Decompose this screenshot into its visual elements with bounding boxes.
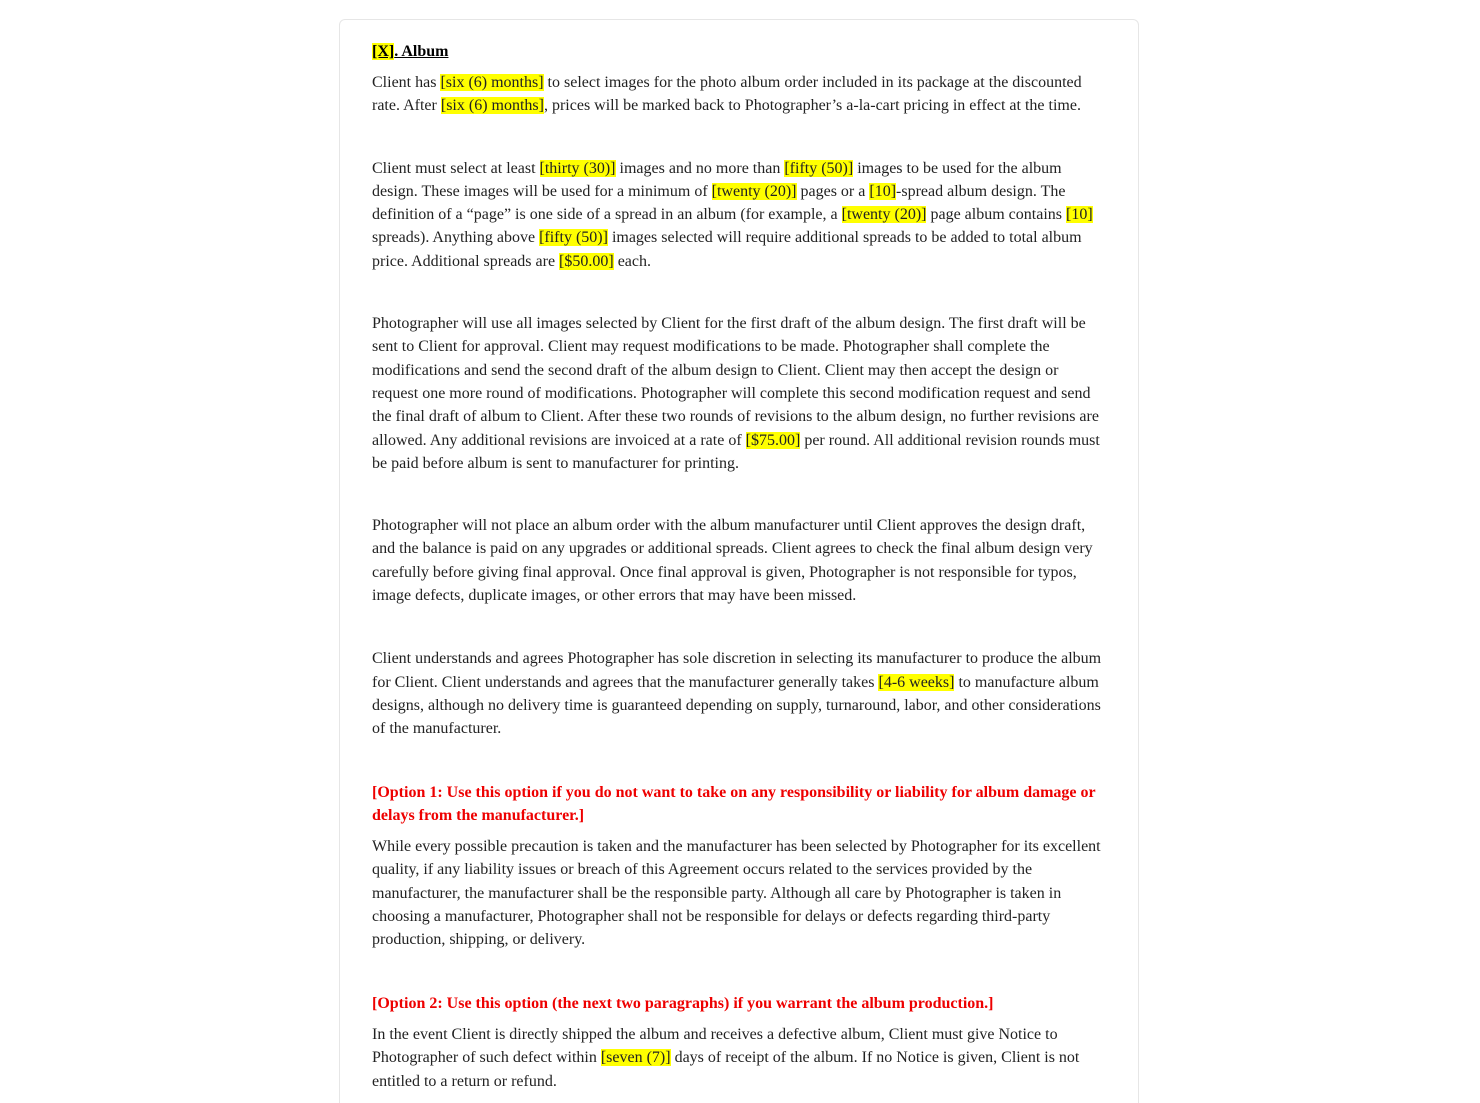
placeholder-image-threshold: [fifty (50)] bbox=[539, 229, 608, 247]
option-1-paragraph: While every possible precaution is taken and the manufacturer has been selected by Photographer for its excellent quality, if any liability issues or breach of this Agreement occurs related to the services provided by the manufacturer, the manufacturer shall be the responsible party. Although all care by Photographer is taken in choosing a manufacturer, Photographer shall not be responsible for delays or defects regarding third-party production, shipping, or delivery. bbox=[372, 838, 1101, 949]
option-2-label: [Option 2: Use this option (the next two paragraphs) if you warrant the album production.] bbox=[372, 994, 994, 1012]
text: Photographer will use all images selected by Client for the first draft of the album design. The first draft will be sent to Client for approval. Client may request modifications to be made. Photographer shall complete the modifications and send the second draft of the album design to Client. Client may then accept the design or request one more round of modifications. Photographer will complete this second modification request and send the final draft of album to Client. After these two rounds of revisions to the album design, no further revisions are allowed. Any additional revisions are invoiced at a rate of bbox=[372, 315, 1099, 449]
placeholder-min-images: [thirty (30)] bbox=[539, 159, 616, 177]
document-card bbox=[339, 19, 1139, 1103]
text: Photographer will not place an album order with the album manufacturer until Client approves the design draft, and the balance is paid on any upgrades or additional spreads. Client agrees to check the final album design very carefully before giving final approval. Once final approval is given, Photographer is not responsible for typos, image defects, duplicate images, or other errors that may have been missed. bbox=[372, 517, 1093, 605]
text: Client must select at least bbox=[372, 159, 540, 177]
section-heading bbox=[372, 40, 1106, 63]
placeholder-selection-period: [six (6) months] bbox=[440, 74, 544, 91]
text: each. bbox=[613, 252, 652, 270]
paragraph-selection-period bbox=[372, 71, 1106, 118]
paragraph-revisions bbox=[372, 312, 1106, 475]
placeholder-manufacture-time: [4-6 weeks] bbox=[878, 673, 955, 691]
text: images to be used for the album design. These images will be used for a minimum of bbox=[372, 159, 1062, 200]
text: Client understands and agrees Photographer has sole discretion in selecting its manufacturer to produce the album for Client. Client understands and agrees that the manufacturer generally takes bbox=[372, 650, 1102, 691]
text: images and no more than bbox=[615, 159, 785, 177]
placeholder-example-pages: [twenty (20)] bbox=[841, 206, 927, 224]
section-title: . Album bbox=[394, 43, 449, 60]
text: to select images for the photo album order included in its package at the discounted rate. After bbox=[372, 74, 1082, 115]
text: In the event Client is directly shipped the album and receives a defective album, Client must give Notice to Photographer of such defect within bbox=[372, 1025, 1058, 1067]
paragraph-manufacturer bbox=[372, 647, 1106, 740]
text: days of receipt of the album. If no Notice is given, Client is not entitled to a return or refund. bbox=[372, 1049, 1080, 1090]
text: , prices will be marked back to Photographer’s a-la-cart pricing in effect at the time. bbox=[543, 97, 1081, 115]
placeholder-selection-period-2: [six (6) months] bbox=[440, 97, 544, 115]
text: Client has bbox=[372, 74, 441, 91]
placeholder-max-images: [fifty (50)] bbox=[784, 159, 854, 177]
text: images selected will require additional spreads to be added to total album price. Additional spreads are bbox=[372, 229, 1082, 270]
text: page album contains bbox=[926, 206, 1066, 224]
text: -spread album design. The definition of a “page” is one side of a spread in an album (for example, a bbox=[372, 182, 1066, 224]
placeholder-spread-price: [$50.00] bbox=[559, 252, 614, 270]
placeholder-revision-rate: [$75.00] bbox=[745, 431, 801, 449]
section-number-placeholder: [X] bbox=[372, 43, 395, 60]
placeholder-example-spreads: [10] bbox=[1065, 206, 1093, 224]
text: to manufacture album designs, although no delivery time is guaranteed depending on supply, turnaround, labor, and other considerations of the manufacturer. bbox=[372, 673, 1101, 738]
text: pages or a bbox=[796, 182, 870, 200]
paragraph-approval bbox=[372, 514, 1106, 607]
text: spreads). Anything above bbox=[372, 229, 540, 247]
option-2-paragraph bbox=[372, 1023, 1106, 1093]
option-1-label: [Option 1: Use this option if you do not want to take on any responsibility or liability for album damage or delays from the manufacturer.] bbox=[372, 783, 1096, 824]
placeholder-spreads: [10] bbox=[869, 182, 897, 200]
paragraph-image-count bbox=[372, 157, 1106, 273]
placeholder-notice-period: [seven (7)] bbox=[600, 1049, 671, 1067]
text: per round. All additional revision rounds must be paid before album is sent to manufacturer for printing. bbox=[372, 431, 1100, 472]
placeholder-min-pages: [twenty (20)] bbox=[711, 182, 797, 200]
